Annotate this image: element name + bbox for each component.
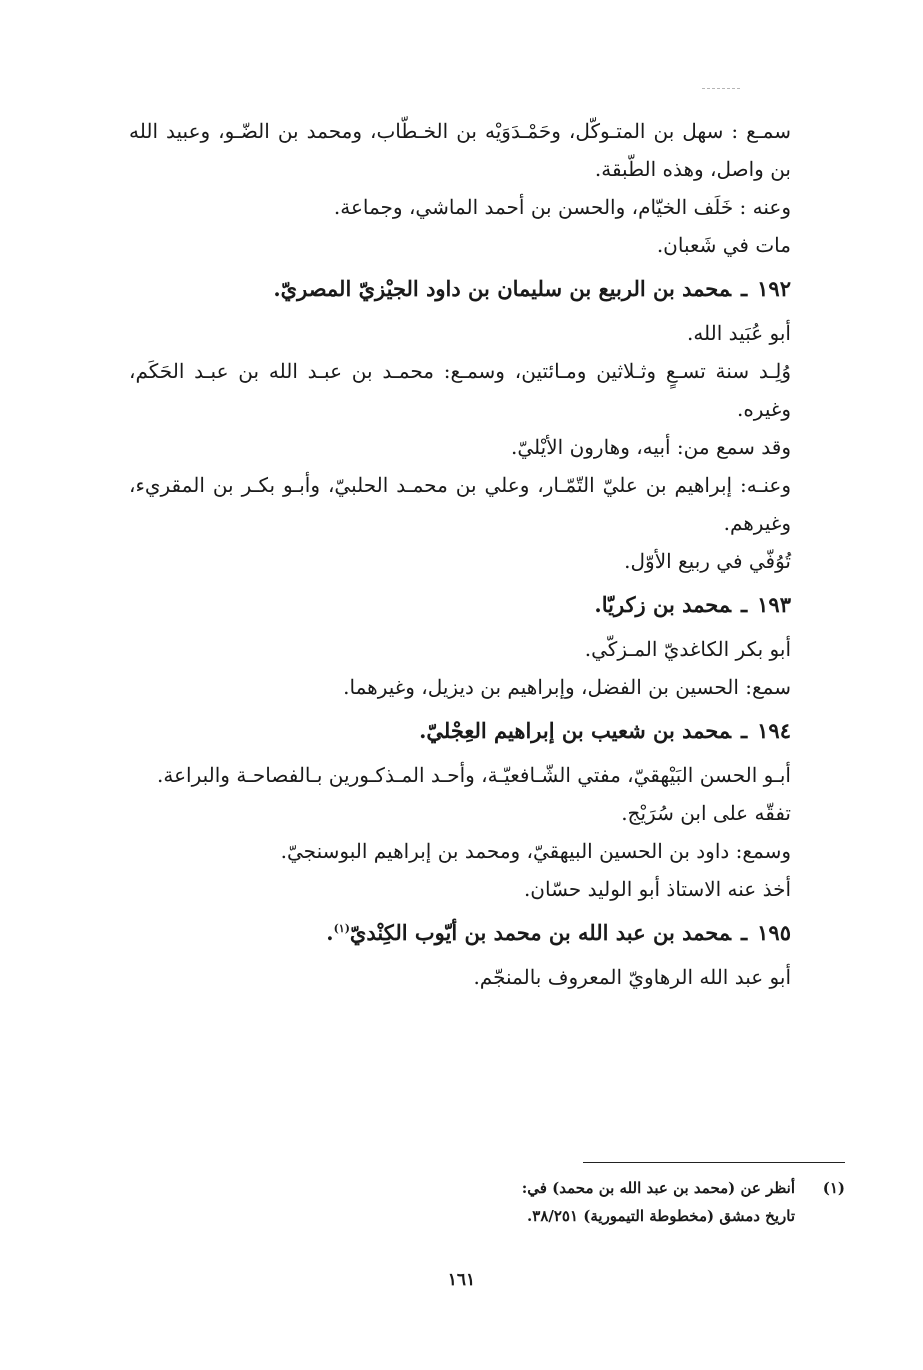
footnote-body	[425, 1174, 845, 1230]
paragraph-kunya: أبو عبد الله الرهاويّ المعروف بالمنجّم.	[473, 965, 791, 989]
paragraph-kunya: أبو عُبَيد الله.	[686, 321, 791, 345]
paragraph-tafaqqah: تفقّه على ابن سُرَيْج.	[621, 801, 791, 825]
paragraph-akhadha: أخذ عنه الاستاذ أبو الوليد حسّان.	[523, 877, 791, 901]
entry-title-end: .	[326, 920, 334, 945]
entry-dash: ـ	[741, 718, 748, 743]
entry-heading-195	[129, 914, 843, 952]
paragraph-death: تُوُفّي في ربيع الأوّل.	[624, 549, 791, 573]
paragraph-birth: وُلِـد سنة تسـعٍ وثـلاثين ومـائتين، وسمـع: محمـد بن عبـد الله بن عبـد الحَكَم، وغيره.	[129, 359, 791, 421]
paragraph-mata: مات في شَعبان.	[656, 233, 791, 257]
paragraph-sama: سمع: الحسين بن الفضل، وإبراهيم بن ديزيل، وغيرهما.	[343, 675, 791, 699]
entry-title: محمد بن عبد الله بن محمد بن أيّوب الكِنْديّ	[349, 920, 731, 945]
paragraph-sama: سمـع : سهل بن المتـوكّل، وحَمْـدَوَيْه بن الخـطّاب، ومحمد بن الضّـو، وعبيد الله بن واصل، وهذه الطّبقة.	[129, 119, 791, 181]
entry-heading-192	[129, 270, 843, 308]
footnote-line: تاريخ دمشق (مخطوطة التيمورية) ٣٨/٢٥١.	[527, 1207, 795, 1225]
footnote	[425, 1174, 845, 1230]
paragraph-sama-min: وقد سمع من: أبيه، وهارون الأيْليّ.	[511, 435, 791, 459]
paragraph-kunya: أبو بكر الكاغديّ المـزكّي.	[584, 637, 791, 661]
entry-number: ١٩٣	[757, 592, 791, 617]
paragraph-wa-anhu: وعنه : خَلَف الخيّام، والحسن بن أحمد الماشي، وجماعة.	[333, 195, 791, 219]
entry-number: ١٩٢	[757, 276, 791, 301]
paragraph-wa-anhu: وعنـه: إبراهيم بن عليّ التّمّـار، وعلي بن محمـد الحلبيّ، وأبـو بكـر بن المقريء، وغيرهم.	[129, 473, 791, 535]
entry-dash: ـ	[741, 920, 748, 945]
entry-heading-194	[129, 712, 843, 750]
main-text	[129, 112, 843, 996]
entry-number: ١٩٥	[757, 920, 791, 945]
top-decorative-mark	[702, 88, 740, 89]
entry-dash: ـ	[741, 276, 748, 301]
footnote-reference[interactable]: (١)	[333, 922, 350, 935]
paragraph-kunya: أبـو الحسن البَيْهقيّ، مفتي الشّـافعيّـة، وأحـد المـذكـورين بـالفصاحـة والبراعة.	[157, 763, 791, 787]
entry-heading-193	[129, 586, 843, 624]
footnote-divider	[583, 1162, 845, 1163]
entry-title: محمد بن زكريّا.	[594, 592, 731, 617]
page-number: ١٦١	[447, 1270, 476, 1290]
footnote-mark: (١)	[822, 1179, 845, 1197]
entry-number: ١٩٤	[757, 718, 791, 743]
entry-dash: ـ	[741, 592, 748, 617]
paragraph-sama: وسمع: داود بن الحسين البيهقيّ، ومحمد بن إبراهيم البوسنجيّ.	[280, 839, 791, 863]
entry-title: محمد بن الربيع بن سليمان بن داود الجيْزيّ المصريّ.	[273, 276, 731, 301]
entry-title: محمد بن شعيب بن إبراهيم العِجْليّ.	[419, 718, 731, 743]
footnote-line: أنظر عن (محمد بن عبد الله بن محمد) في:	[521, 1179, 795, 1197]
